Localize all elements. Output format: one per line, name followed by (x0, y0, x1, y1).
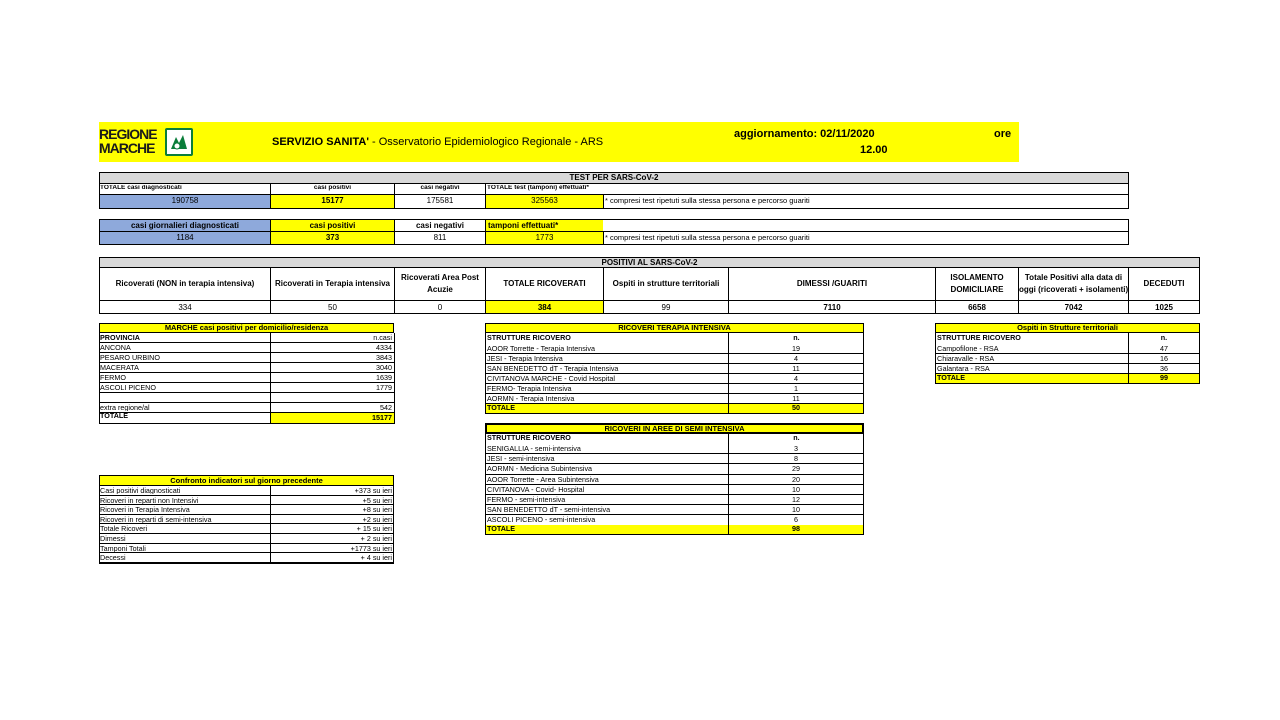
update-date: aggiornamento: 02/11/2020 (734, 128, 875, 140)
row-divider (99, 362, 394, 363)
daily-value-negative: 811 (433, 233, 447, 242)
semi-row-value: 10 (792, 506, 800, 514)
pos-value-hospitalized: 334 (178, 304, 192, 312)
semi-row-label: SENIGALLIA - semi-intensiva (487, 445, 581, 453)
province-row-label: FERMO (100, 374, 126, 382)
territorial-row-value: 36 (1160, 365, 1168, 373)
icu-row-value: 11 (792, 365, 800, 373)
row-divider (99, 300, 1200, 301)
semi-row-label: AORMN - Medicina Subintensiva (487, 465, 593, 473)
semi-total-label: TOTALE (486, 525, 728, 534)
row-divider (485, 463, 864, 464)
row-divider (485, 383, 864, 384)
semi-table-title: RICOVERI IN AREE DI SEMI INTENSIVA (485, 423, 864, 434)
cases-col-header: n.casi (373, 334, 392, 342)
compare-row-value: +8 su ieri (362, 506, 392, 514)
row-divider (99, 562, 394, 563)
page-title (272, 136, 603, 148)
daily-value-cases: 1184 (100, 232, 270, 244)
compare-row-value: + 2 su ieri (360, 535, 392, 543)
province-col-header: PROVINCIA (100, 334, 140, 342)
compare-row-label: Totale Ricoveri (100, 525, 148, 533)
row-divider (485, 353, 864, 354)
compare-row-label: Dimessi (100, 535, 126, 543)
icu-row-label: AOOR Torrette - Terapia Intensiva (487, 345, 595, 353)
logo-line-1: REGIONE (99, 126, 157, 142)
semi-n-header: n. (793, 434, 800, 442)
row-divider (99, 495, 394, 496)
icu-row-value: 4 (794, 355, 798, 363)
province-row-value: 3843 (376, 354, 392, 362)
icu-row-value: 1 (794, 385, 798, 393)
row-divider (99, 352, 394, 353)
territorial-row-value: 16 (1160, 355, 1168, 363)
row-divider (99, 342, 394, 343)
row-divider (99, 423, 394, 424)
compare-row-label: Decessi (100, 554, 126, 562)
semi-row-value: 3 (794, 445, 798, 453)
province-total-value: 15177 (271, 413, 394, 423)
row-divider (99, 372, 394, 373)
region-emblem-icon (165, 128, 193, 156)
test-header-negative: casi negativi (420, 185, 460, 191)
territorial-n-header: n. (1160, 334, 1168, 342)
icu-total-label: TOTALE (486, 404, 728, 413)
icu-row-label: CIVITANOVA MARCHE - Covid Hospital (487, 375, 615, 383)
compare-row-value: + 15 su ieri (356, 525, 392, 533)
icu-row-label: JESI - Terapia Intensiva (487, 355, 563, 363)
icu-col-header: STRUTTURE RICOVERO (487, 334, 571, 342)
logo-line-2: MARCHE (99, 140, 155, 156)
test-note: * compresi test ripetuti sulla stessa persona e percorso guariti (605, 197, 810, 205)
territorial-col-header: STRUTTURE RICOVERO (937, 334, 1021, 342)
compare-row-value: +5 su ieri (362, 496, 392, 504)
province-table-title: MARCHE casi positivi per domicilio/residenza (99, 323, 394, 333)
semi-row-label: AOOR Torrette - Area Subintensiva (487, 475, 599, 483)
test-header-total-swabs: TOTALE test (tamponi) effettuati* (487, 185, 589, 191)
semi-row-value: 8 (794, 455, 798, 463)
service-name: SERVIZIO SANITA' (272, 136, 369, 148)
province-row-value: 542 (380, 404, 392, 412)
semi-row-label: CIVITANOVA - Covid- Hospital (487, 485, 585, 493)
row-divider (935, 353, 1200, 354)
province-row-value: 1639 (376, 374, 392, 382)
compare-row-label: Ricoveri in reparti non Intensivi (100, 496, 199, 504)
row-divider (485, 373, 864, 374)
pos-header-territorial: Ospiti in strutture territoriali (612, 280, 720, 288)
province-row-label: MACERATA (100, 364, 139, 372)
regione-marche-logo (99, 126, 199, 158)
row-divider (485, 514, 864, 515)
daily-note: * compresi test ripetuti sulla stessa persona e percorso guariti (605, 234, 810, 242)
pos-header-total-positive-1: Totale Positivi alla data di (1024, 274, 1123, 282)
pos-value-total-positive: 7042 (1064, 304, 1083, 312)
semi-row-value: 29 (792, 465, 800, 473)
semi-row-label: JESI - semi-intensiva (487, 455, 555, 463)
row-divider (485, 494, 864, 495)
row-divider (485, 474, 864, 475)
province-row-label: ASCOLI PICENO (100, 384, 156, 392)
icu-table-title: RICOVERI TERAPIA INTENSIVA (485, 323, 864, 333)
compare-row-value: +1773 su ieri (350, 544, 392, 552)
province-row-value: 1779 (376, 384, 392, 392)
pos-header-hospitalized: Ricoverati (NON in terapia intensiva) (115, 280, 255, 288)
row-divider (99, 402, 394, 403)
pos-value-territorial: 99 (661, 304, 671, 312)
row-divider (99, 533, 394, 534)
territorial-total-label: TOTALE (936, 374, 1128, 383)
pos-header-total-positive-2: oggi (ricoverati + isolamenti) (1019, 286, 1128, 294)
semi-row-value: 12 (792, 496, 800, 504)
icu-row-value: 4 (794, 375, 798, 383)
territorial-table-title: Ospiti in Strutture territoriali (935, 323, 1200, 333)
compare-row-label: Tamponi Totali (100, 544, 146, 552)
territorial-total-value: 99 (1129, 374, 1199, 383)
semi-col-header: STRUTTURE RICOVERO (487, 434, 571, 442)
pos-value-discharged: 7110 (823, 304, 841, 312)
icu-total-value: 50 (729, 404, 863, 413)
pos-header-total-hospitalized: TOTALE RICOVERATI (503, 280, 586, 288)
test-value-negative: 175581 (426, 196, 454, 205)
col-divider (603, 232, 604, 245)
daily-header-positive: casi positivi (271, 220, 394, 231)
province-row-label: ANCONA (100, 344, 131, 352)
pos-value-icu: 50 (328, 304, 337, 312)
compare-row-label: Casi positivi diagnosticati (100, 487, 181, 495)
pos-header-post-acute-2: Acuzie (427, 286, 453, 294)
daily-header-swabs: tamponi effettuati* (486, 220, 603, 231)
row-divider (99, 392, 394, 393)
daily-header-cases: casi giornalieri diagnosticati (100, 220, 270, 231)
pos-header-isolation-2: DOMICILIARE (950, 286, 1004, 294)
semi-row-label: ASCOLI PICENO - semi-intensiva (487, 516, 596, 524)
semi-row-value: 20 (792, 475, 800, 483)
ore-label: ore (994, 128, 1012, 140)
province-total-label: TOTALE (100, 412, 129, 420)
row-divider (99, 382, 394, 383)
row-divider (485, 484, 864, 485)
pos-header-discharged: DIMESSI /GUARITI (796, 280, 868, 288)
row-divider (485, 504, 864, 505)
positive-table-title: POSITIVI AL SARS-CoV-2 (99, 257, 1200, 268)
province-row-label: extra regione/al (100, 404, 150, 412)
compare-row-label: Ricoveri in reparti di semi-intensiva (100, 515, 212, 523)
semi-total-value: 98 (729, 525, 863, 534)
icu-row-label: FERMO- Terapia Intensiva (487, 385, 572, 393)
semi-row-label: FERMO - semi-intensiva (487, 496, 566, 504)
row-divider (99, 514, 394, 515)
province-row-value: 3040 (376, 364, 392, 372)
pos-value-post-acute: 0 (437, 304, 443, 312)
compare-row-label: Ricoveri in Terapia Intensiva (100, 506, 190, 514)
row-divider (99, 552, 394, 553)
pos-value-isolation: 6658 (968, 304, 986, 312)
pos-value-total-hospitalized: 384 (486, 301, 603, 313)
row-divider (99, 523, 394, 524)
test-header-total-cases: TOTALE casi diagnosticati (100, 185, 182, 191)
semi-row-value: 6 (794, 516, 798, 524)
col-divider (603, 195, 604, 209)
test-table-title: TEST PER SARS-CoV-2 (99, 172, 1129, 184)
semi-row-label: SAN BENEDETTO dT - semi-intensiva (487, 506, 611, 514)
update-hour: 12.00 (860, 144, 888, 156)
pos-header-icu: Ricoverati in Terapia intensiva (274, 280, 390, 288)
row-divider (99, 504, 394, 505)
compare-row-value: +373 su ieri (354, 487, 392, 495)
territorial-row-label: Campofilone - RSA (937, 345, 999, 353)
daily-value-positive: 373 (271, 232, 394, 244)
icu-n-header: n. (793, 334, 800, 342)
daily-value-swabs: 1773 (486, 232, 603, 244)
compare-table-title: Confronto indicatori sul giorno precedente (99, 475, 394, 486)
pos-value-deceased: 1025 (1155, 304, 1173, 312)
test-value-total-swabs: 325563 (486, 195, 603, 208)
icu-row-value: 19 (792, 345, 800, 353)
pos-header-post-acute-1: Ricoverati Area Post (401, 274, 479, 282)
test-header-positive: casi positivi (313, 185, 352, 191)
daily-header-negative: casi negativi (415, 221, 465, 230)
compare-row-value: + 4 su ieri (360, 554, 392, 562)
icu-row-value: 11 (792, 395, 800, 403)
row-divider (485, 453, 864, 454)
row-divider (485, 393, 864, 394)
row-divider (935, 363, 1200, 364)
territorial-row-label: Chiaravalle - RSA (937, 355, 995, 363)
pos-header-isolation-1: ISOLAMENTO (950, 274, 1004, 282)
pos-header-deceased: DECEDUTI (1143, 280, 1185, 288)
test-value-total-cases: 190758 (100, 195, 270, 208)
test-value-positive: 15177 (271, 195, 394, 208)
territorial-row-value: 47 (1160, 345, 1168, 353)
row-divider (99, 543, 394, 544)
province-row-value: 4334 (376, 344, 392, 352)
col-divider (394, 333, 395, 424)
observatory-name: - Osservatorio Epidemiologico Regionale - ARS (368, 136, 604, 148)
territorial-row-label: Galantara - RSA (937, 365, 990, 373)
icu-row-label: SAN BENEDETTO dT - Terapia Intensiva (487, 365, 619, 373)
province-row-label: PESARO URBINO (100, 354, 160, 362)
semi-row-value: 10 (792, 485, 800, 493)
compare-row-value: +2 su ieri (362, 515, 392, 523)
icu-row-label: AORMN - Terapia Intensiva (487, 395, 575, 403)
row-divider (485, 363, 864, 364)
